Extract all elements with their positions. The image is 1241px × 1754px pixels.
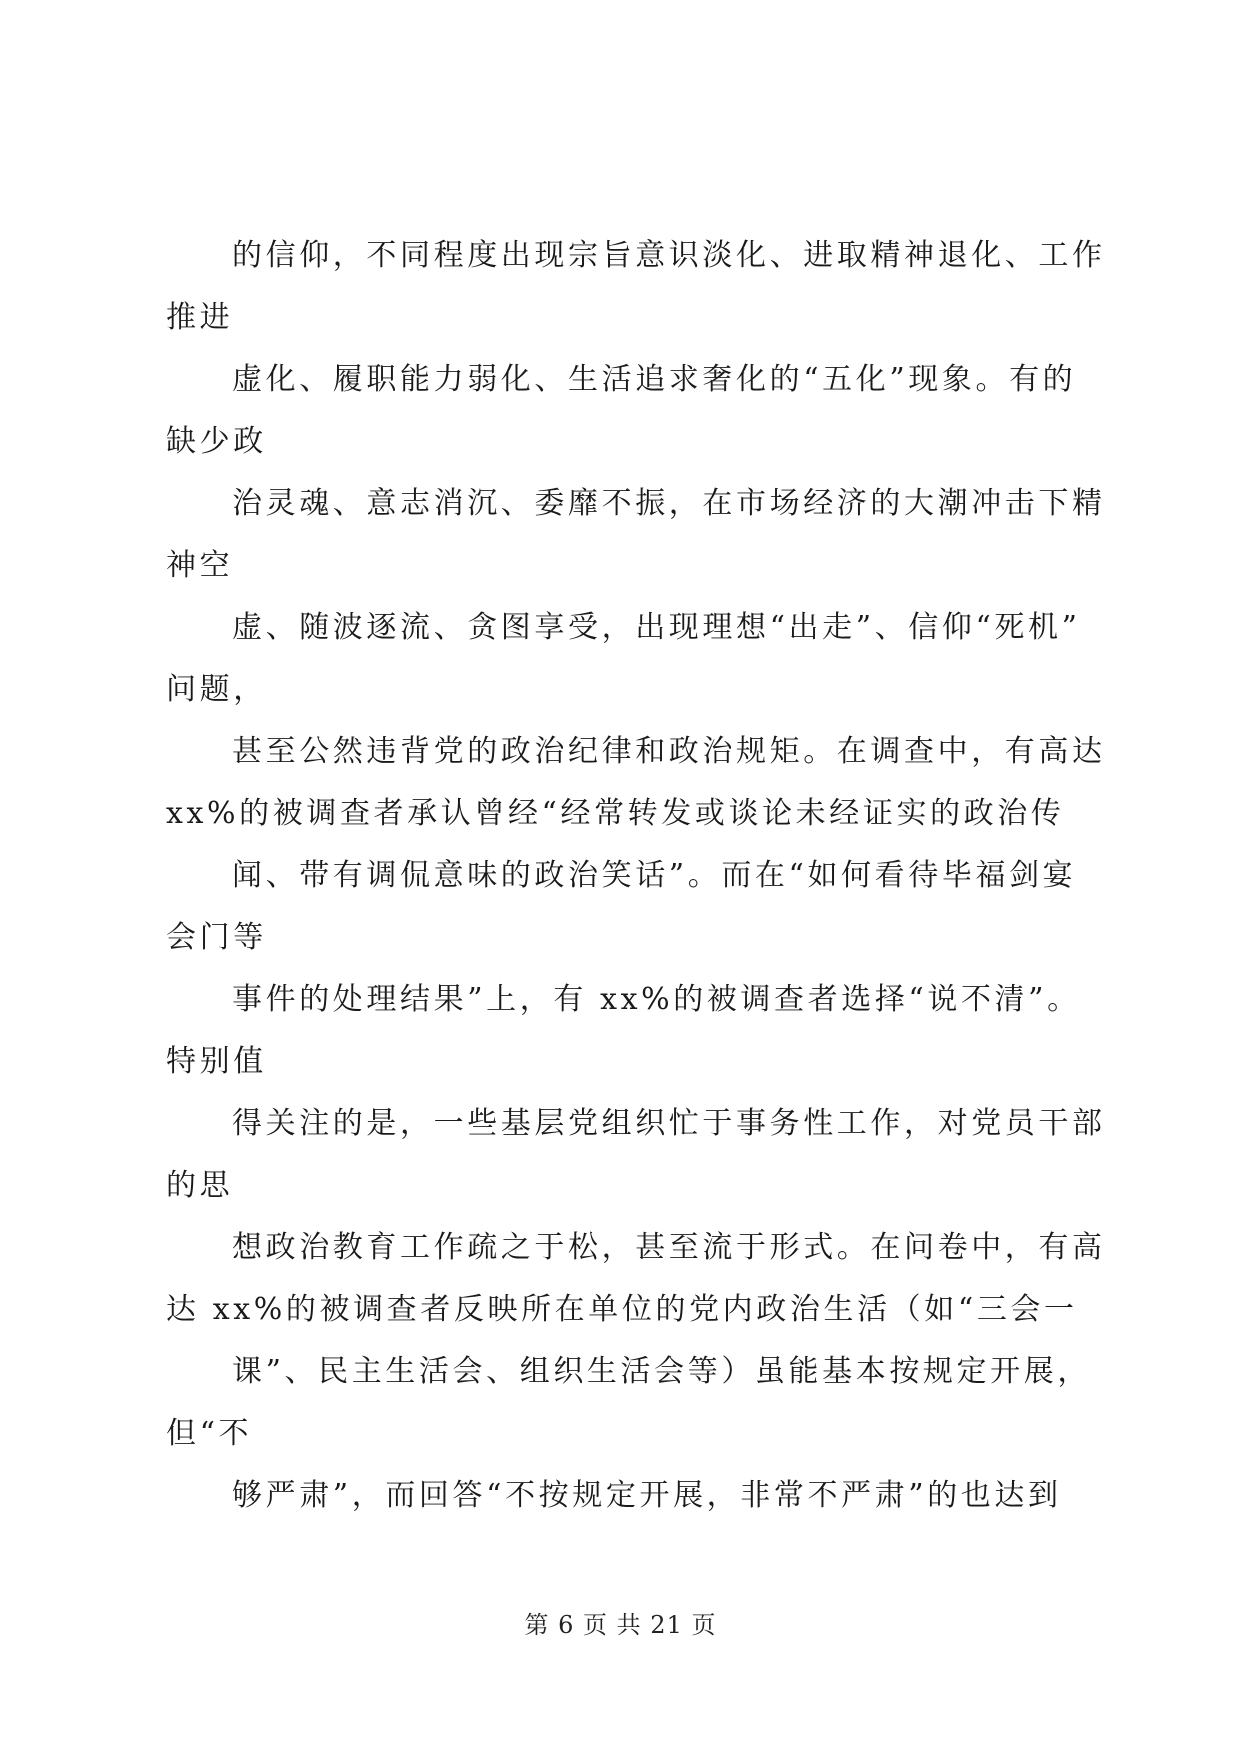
text-line: 的信仰，不同程度出现宗旨意识淡化、进取精神退化、工作 xyxy=(232,238,1106,273)
text-line: 治灵魂、意志消沉、委靡不振，在市场经济的大潮冲击下精 xyxy=(232,486,1106,521)
text-line: 缺少政 xyxy=(166,424,267,459)
text-line: 得关注的是，一些基层党组织忙于事务性工作，对党员干部 xyxy=(232,1106,1106,1141)
text-line: 达 xx%的被调查者反映所在单位的党内政治生活（如“三会一 xyxy=(166,1292,1078,1327)
text-line: 课”、民主生活会、组织生活会等）虽能基本按规定开展， xyxy=(232,1354,1091,1389)
text-line: 甚至公然违背党的政治纪律和政治规矩。在调查中，有高达 xyxy=(232,734,1106,769)
page-number-footer: 第 6 页 共 21 页 xyxy=(524,1611,717,1639)
text-line: 闻、带有调侃意味的政治笑话”。而在“如何看待毕福剑宴 xyxy=(232,858,1077,893)
text-line: 想政治教育工作疏之于松，甚至流于形式。在问卷中，有高 xyxy=(232,1230,1106,1265)
text-line: 但“不 xyxy=(166,1416,253,1451)
text-line: 特别值 xyxy=(166,1044,267,1079)
text-line: 神空 xyxy=(166,548,234,583)
text-line: 虚、随波逐流、贪图享受，出现理想“出走”、信仰“死机” xyxy=(232,610,1081,645)
text-line: 问题， xyxy=(166,672,267,707)
text-line: 推进 xyxy=(166,300,234,335)
text-line: 会门等 xyxy=(166,920,267,955)
text-line: 够严肃”，而回答“不按规定开展，非常不严肃”的也达到 xyxy=(232,1478,1062,1513)
text-line: 事件的处理结果”上，有 xx%的被调查者选择“说不清”。 xyxy=(232,982,1081,1017)
text-line: 的思 xyxy=(166,1168,234,1203)
text-line: xx%的被调查者承认曾经“经常转发或谈论未经证实的政治传 xyxy=(166,796,1065,831)
text-line: 虚化、履职能力弱化、生活追求奢化的“五化”现象。有的 xyxy=(232,362,1077,397)
